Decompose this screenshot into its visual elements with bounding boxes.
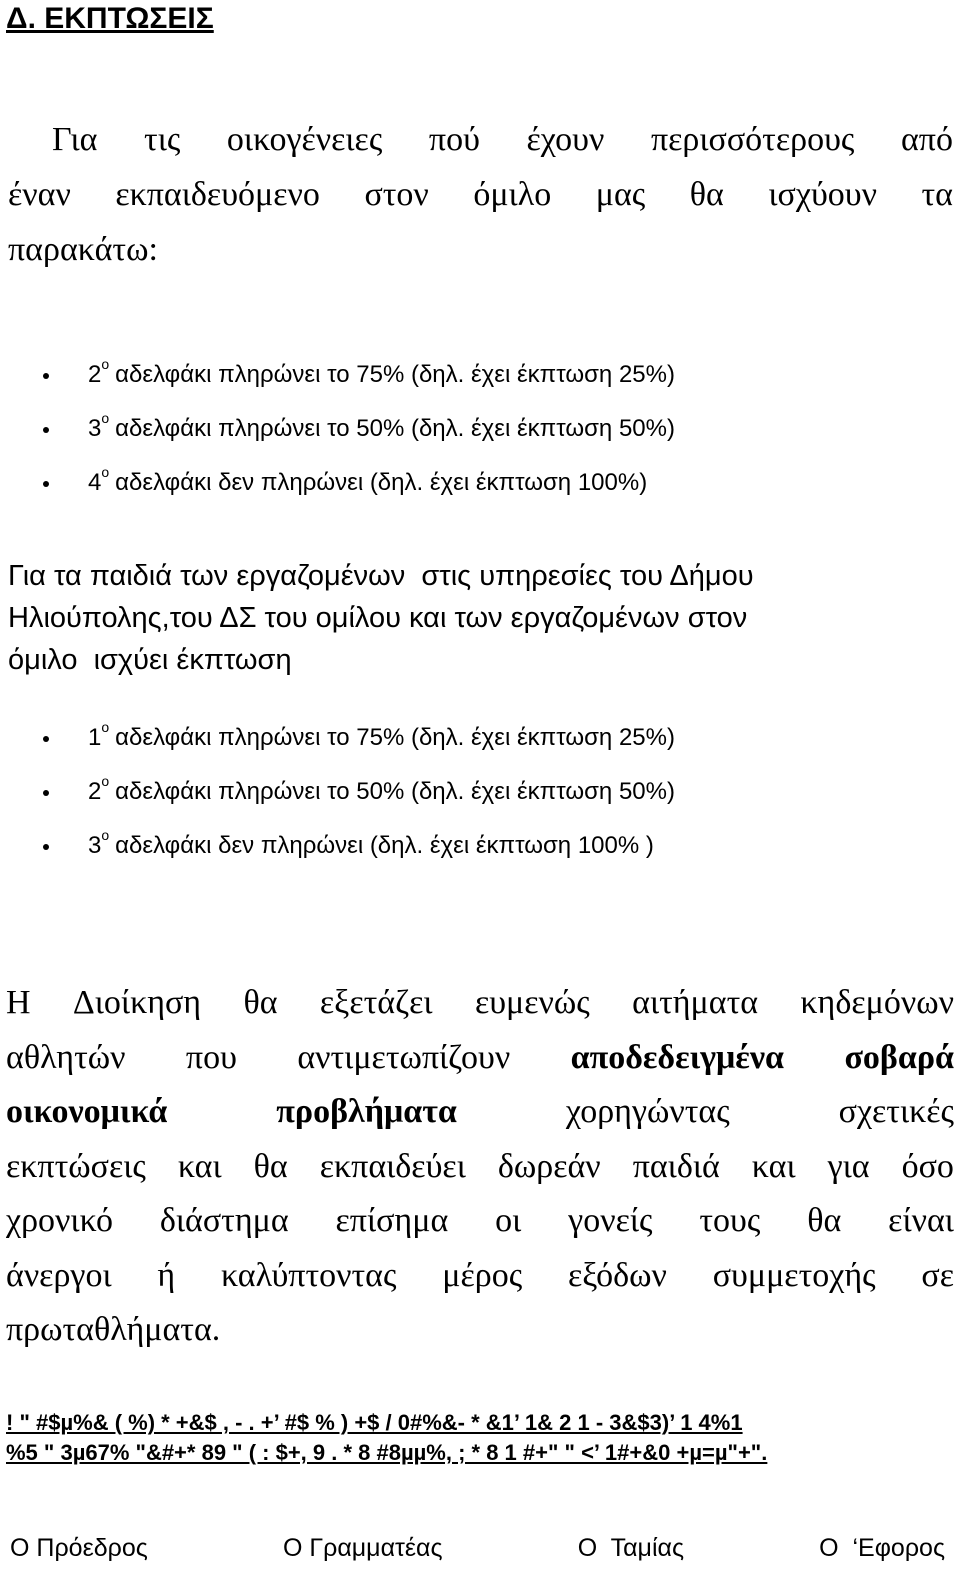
bullet-icon — [43, 790, 49, 796]
word: άνεργοι — [6, 1256, 112, 1294]
word: γονείς — [568, 1202, 653, 1239]
word: ή — [157, 1256, 176, 1294]
intro-line-2 — [8, 167, 953, 222]
word: Για — [52, 121, 98, 158]
word: που — [185, 1038, 237, 1076]
word: για — [827, 1147, 870, 1185]
garbled-line-2: %5 " 3µ67% "&#+* 89 " ( : $+, 9 . * 8 #8µµ%, ; * 8 1 #+" " <’ 1#+&0 +µ=µ"+". — [6, 1440, 768, 1465]
president-signature: Ο Πρόεδρος — [10, 1534, 148, 1562]
word: έναν — [8, 176, 71, 213]
siblings-intro-paragraph — [8, 112, 953, 277]
bold-word: σοβαρά — [844, 1038, 954, 1076]
word: Διοίκηση — [72, 984, 202, 1021]
word: τα — [921, 176, 953, 213]
employees-line-1: Για τα παιδιά των εργαζομένων στις υπηρεσίες του Δήμου — [8, 560, 754, 592]
word: αντιμετωπίζουν — [297, 1038, 511, 1076]
word: εκπτώσεις — [6, 1147, 146, 1185]
ordinal-suffix: ο — [101, 827, 110, 843]
list-item-text: αδελφάκι πληρώνει το 75% (δηλ. έχει έκπτωση 25%) — [115, 361, 675, 388]
word: είναι — [888, 1202, 954, 1239]
word: θα — [807, 1202, 842, 1239]
intro-line-3: παρακάτω: — [8, 231, 158, 268]
word: οι — [495, 1202, 522, 1239]
bullet-icon — [43, 844, 49, 850]
bullet-icon — [43, 481, 49, 487]
list-item-text: αδελφάκι δεν πληρώνει (δηλ. έχει έκπτωση 100% ) — [115, 832, 654, 859]
list-item-text: αδελφάκι πληρώνει το 50% (δηλ. έχει έκπτωση 50%) — [115, 415, 675, 442]
garbled-encoded-text — [6, 1408, 954, 1468]
siblings-discount-list — [40, 348, 920, 510]
hardship-line-1 — [6, 976, 954, 1031]
word: οικογένειες — [226, 121, 383, 158]
employees-line-2: Ηλιούπολης,του ΔΣ του ομίλου και των εργαζομένων στον — [8, 602, 748, 634]
hardship-line-2 — [6, 1031, 954, 1086]
ordinal-suffix: ο — [101, 410, 110, 426]
word: καλύπτοντας — [220, 1256, 397, 1294]
treasurer-signature: Ο Ταμίας — [577, 1534, 685, 1562]
list-item — [40, 819, 920, 873]
list-item — [40, 765, 920, 819]
word: ευμενώς — [474, 984, 590, 1021]
ordinal-number: 3 — [88, 415, 102, 442]
word: τις — [144, 121, 181, 158]
word: και — [177, 1147, 222, 1185]
word: συμμετοχής — [712, 1256, 876, 1294]
hardship-line-4 — [6, 1140, 954, 1195]
word: μέρος — [442, 1256, 523, 1294]
word: σε — [921, 1256, 954, 1294]
bold-word: αποδεδειγμένα — [570, 1038, 785, 1076]
hardship-line-6 — [6, 1249, 954, 1304]
section-heading: Δ. ΕΚΠΤΩΣΕΙΣ — [6, 2, 214, 35]
word: μας — [595, 176, 646, 213]
hardship-line-5 — [6, 1194, 954, 1249]
intro-line-1 — [8, 112, 953, 167]
word: Η — [6, 984, 31, 1021]
ordinal-suffix: ο — [101, 464, 110, 480]
ordinal-suffix: ο — [101, 773, 110, 789]
word: παιδιά — [632, 1147, 720, 1185]
word: θα — [689, 176, 724, 213]
list-item-text: αδελφάκι πληρώνει το 50% (δηλ. έχει έκπτωση 50%) — [115, 778, 675, 805]
garbled-line-1: ! " #$µ%& ( %) * +&$ , - . +’ #$ % ) +$ / 0#%&- * &1’ 1& 2 1 - 3&$3)’ 1 4%1 — [6, 1410, 743, 1435]
word: αθλητών — [6, 1038, 126, 1076]
word: αιτήματα — [632, 984, 759, 1021]
ordinal-number: 2 — [88, 361, 102, 388]
word: στον — [364, 176, 429, 213]
ordinal-number: 1 — [88, 724, 102, 751]
secretary-signature: Ο Γραμματέας — [282, 1534, 443, 1562]
list-item-text: αδελφάκι πληρώνει το 75% (δηλ. έχει έκπτωση 25%) — [115, 724, 675, 751]
word: θα — [253, 1147, 288, 1185]
list-item — [40, 348, 920, 402]
word: από — [900, 121, 953, 158]
signature-row — [10, 1531, 945, 1565]
list-item-text: αδελφάκι δεν πληρώνει (δηλ. έχει έκπτωση 100%) — [115, 469, 648, 496]
word: ισχύουν — [768, 176, 877, 213]
word: περισσότερους — [650, 121, 855, 158]
word: σχετικές — [838, 1093, 954, 1130]
ordinal-suffix: ο — [101, 719, 110, 735]
ordinal-number: 2 — [88, 778, 102, 805]
word: κηδεμόνων — [800, 984, 954, 1021]
bullet-icon — [43, 373, 49, 379]
hardship-line-3 — [6, 1085, 954, 1140]
word: εξόδων — [567, 1256, 667, 1294]
word: έχουν — [526, 121, 605, 158]
word: εξετάζει — [319, 984, 433, 1021]
bold-word: προβλήματα — [276, 1093, 457, 1130]
bullet-icon — [43, 427, 49, 433]
bullet-icon — [43, 736, 49, 742]
list-item — [40, 711, 920, 765]
word: όμιλο — [473, 176, 552, 213]
word: εκπαιδεύει — [319, 1147, 466, 1185]
hardship-paragraph — [6, 976, 954, 1358]
bold-word: οικονομικά — [6, 1093, 168, 1130]
employees-discount-list — [40, 711, 920, 873]
ordinal-number: 4 — [88, 469, 102, 496]
word: και — [751, 1147, 796, 1185]
word: διάστημα — [159, 1202, 289, 1239]
list-item — [40, 456, 920, 510]
word: επίσημα — [335, 1202, 449, 1239]
word: όσο — [901, 1147, 954, 1185]
employees-paragraph — [8, 555, 953, 681]
ordinal-number: 3 — [88, 832, 102, 859]
word: εκπαιδευόμενο — [115, 176, 320, 213]
ordinal-suffix: ο — [101, 356, 110, 372]
word: δωρεάν — [497, 1147, 601, 1185]
list-item — [40, 402, 920, 456]
word: χορηγώντας — [565, 1093, 730, 1130]
employees-line-3: όμιλο ισχύει έκπτωση — [8, 644, 292, 676]
word: χρονικό — [6, 1202, 113, 1239]
word: θα — [243, 984, 278, 1021]
hardship-line-7: πρωταθλήματα. — [6, 1311, 221, 1348]
steward-signature: Ο ‘Εφορος — [819, 1534, 945, 1562]
word: πού — [428, 121, 480, 158]
word: τους — [699, 1202, 761, 1239]
